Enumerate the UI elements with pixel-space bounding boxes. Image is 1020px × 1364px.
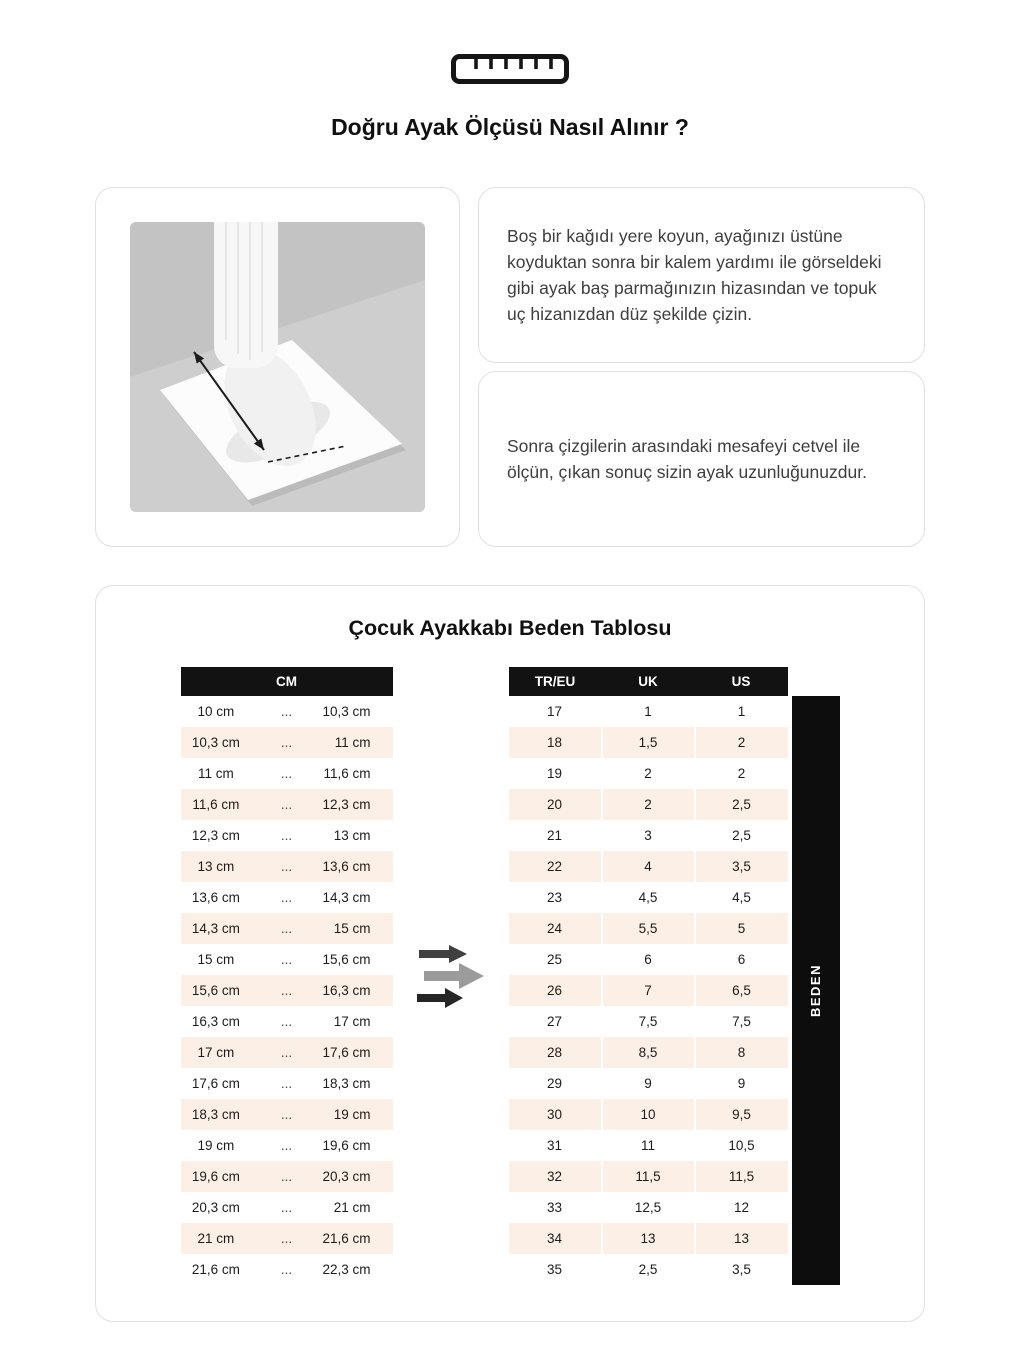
us-size-value: 2 (695, 727, 788, 758)
eu-size-value: 27 (546, 1014, 563, 1029)
uk-header-cell: UK (602, 667, 695, 696)
uk-size-value: 6 (602, 944, 695, 975)
us-size-value: 1 (695, 696, 788, 727)
cm-table-row (181, 975, 393, 1006)
range-dots: ... (280, 952, 293, 967)
uk-size-value: 9 (602, 1068, 695, 1099)
instruction-step-2-text: Sonra çizgilerin arasındaki mesafeyi cetvel ile ölçün, çıkan sonuç sizin ayak uzunluğunuzdur. (507, 436, 867, 482)
cm-max-value: 19,6 cm (322, 1138, 371, 1153)
uk-size-value: 5,5 (602, 913, 695, 944)
us-size-value: 6,5 (695, 975, 788, 1006)
cm-min-value: 10 cm (197, 704, 235, 719)
cm-max-value: 13,6 cm (322, 859, 371, 874)
cm-max-value: 19 cm (333, 1107, 371, 1122)
intl-table-header-row (509, 667, 788, 696)
intl-table-row (509, 975, 788, 1006)
us-size-value: 7,5 (695, 1006, 788, 1037)
range-dots: ... (280, 1262, 293, 1277)
range-dots: ... (280, 1076, 293, 1091)
cm-table-row (181, 882, 393, 913)
cm-max-value: 13 cm (333, 828, 371, 843)
cm-min-value: 16,3 cm (191, 1014, 240, 1029)
cm-max-value: 17,6 cm (322, 1045, 371, 1060)
cm-min-value: 21,6 cm (191, 1262, 240, 1277)
instruction-cards (478, 187, 925, 547)
uk-size-value: 10 (602, 1099, 695, 1130)
eu-size-value: 31 (546, 1138, 563, 1153)
cm-table-row (181, 851, 393, 882)
cm-min-value: 15 cm (197, 952, 235, 967)
range-dots: ... (280, 1045, 293, 1060)
eu-size-value: 25 (546, 952, 563, 967)
cm-min-value: 11,6 cm (192, 797, 240, 812)
us-size-value: 2 (695, 758, 788, 789)
size-table-title: Çocuk Ayakkabı Beden Tablosu (348, 616, 672, 640)
measurement-photo-card (95, 187, 460, 547)
us-size-value: 10,5 (695, 1130, 788, 1161)
cm-table-row (181, 1254, 393, 1285)
cm-max-value: 11 cm (334, 735, 371, 750)
eu-size-value: 28 (546, 1045, 563, 1060)
uk-size-value: 11 (602, 1130, 695, 1161)
intl-table-row (509, 1068, 788, 1099)
instruction-step-2-card (478, 371, 925, 547)
cm-max-value: 10,3 cm (322, 704, 371, 719)
size-tables (96, 667, 924, 1285)
range-dots: ... (280, 1138, 293, 1153)
beden-side-bar (792, 696, 840, 1285)
cm-table-row (181, 913, 393, 944)
intl-table-row (509, 696, 788, 727)
size-table-card (95, 585, 925, 1322)
us-size-value: 4,5 (695, 882, 788, 913)
eu-size-value: 24 (546, 921, 563, 936)
eu-size-value: 20 (546, 797, 563, 812)
eu-size-value: 26 (546, 983, 563, 998)
us-header-cell: US (695, 667, 788, 696)
range-dots: ... (280, 735, 293, 750)
us-size-value: 9 (695, 1068, 788, 1099)
cm-max-value: 21 cm (333, 1200, 371, 1215)
cm-table-row (181, 1223, 393, 1254)
eu-size-value: 17 (546, 704, 563, 719)
eu-size-value: 21 (546, 828, 563, 843)
eu-size-value: 35 (546, 1262, 563, 1277)
intl-table-row (509, 789, 788, 820)
cm-min-value: 21 cm (197, 1231, 235, 1246)
eu-size-value: 34 (546, 1231, 563, 1246)
range-dots: ... (280, 828, 293, 843)
cm-min-value: 10,3 cm (191, 735, 240, 750)
eu-size-value: 19 (546, 766, 563, 781)
cm-table-row (181, 696, 393, 727)
intl-table-row (509, 820, 788, 851)
cm-table-row (181, 1006, 393, 1037)
cm-min-value: 13,6 cm (191, 890, 240, 905)
uk-size-value: 2,5 (602, 1254, 695, 1285)
cm-max-value: 17 cm (333, 1014, 371, 1029)
uk-size-value: 1 (602, 696, 695, 727)
cm-table-row (181, 758, 393, 789)
cm-min-value: 17 cm (197, 1045, 235, 1060)
range-dots: ... (280, 704, 293, 719)
cm-table-row (181, 727, 393, 758)
us-size-value: 11,5 (695, 1161, 788, 1192)
cm-table-row (181, 789, 393, 820)
intl-table-row (509, 727, 788, 758)
eu-header-cell: TR/EU (509, 667, 602, 696)
uk-size-value: 4,5 (602, 882, 695, 913)
intl-table-row (509, 1192, 788, 1223)
cm-table-row (181, 944, 393, 975)
cm-table-row (181, 1068, 393, 1099)
howto-section (95, 187, 925, 547)
range-dots: ... (280, 1231, 293, 1246)
intl-table-row (509, 1254, 788, 1285)
intl-table-row (509, 1130, 788, 1161)
ruler-icon-wrap (0, 0, 1020, 88)
cm-min-value: 13 cm (197, 859, 235, 874)
us-size-value: 9,5 (695, 1099, 788, 1130)
cm-min-value: 19 cm (197, 1138, 235, 1153)
us-size-value: 8 (695, 1037, 788, 1068)
instruction-step-1-text: Boş bir kağıdı yere koyun, ayağınızı üstüne koyduktan sonra bir kalem yardımı ile görseldeki gibi ayak baş parmağınızın hizasından ve topuk uç hizanızdan düz şekilde çizin. (507, 226, 882, 324)
intl-table-row (509, 944, 788, 975)
intl-table-row (509, 1006, 788, 1037)
cm-max-value: 18,3 cm (322, 1076, 371, 1091)
uk-size-value: 4 (602, 851, 695, 882)
range-dots: ... (280, 890, 293, 905)
eu-size-value: 22 (546, 859, 563, 874)
page-title: Doğru Ayak Ölçüsü Nasıl Alınır ? (331, 114, 689, 140)
uk-size-value: 2 (602, 789, 695, 820)
cm-min-value: 18,3 cm (191, 1107, 240, 1122)
uk-size-value: 13 (602, 1223, 695, 1254)
cm-table-row (181, 1161, 393, 1192)
transfer-arrows-wrap (403, 943, 499, 1009)
range-dots: ... (280, 921, 293, 936)
cm-max-value: 12,3 cm (322, 797, 371, 812)
cm-min-value: 17,6 cm (191, 1076, 240, 1091)
range-dots: ... (280, 1169, 293, 1184)
us-size-value: 3,5 (695, 851, 788, 882)
double-arrow-icon (417, 943, 485, 1009)
us-size-value: 13 (695, 1223, 788, 1254)
cm-min-value: 19,6 cm (191, 1169, 240, 1184)
cm-table-row (181, 820, 393, 851)
cm-min-value: 12,3 cm (191, 828, 240, 843)
uk-size-value: 12,5 (602, 1192, 695, 1223)
intl-table-group (509, 667, 840, 1285)
ruler-icon (449, 48, 571, 88)
range-dots: ... (280, 1014, 293, 1029)
range-dots: ... (280, 766, 293, 781)
intl-table-row (509, 882, 788, 913)
intl-table-row (509, 758, 788, 789)
cm-table-header: CM (181, 667, 393, 696)
intl-table-row (509, 913, 788, 944)
intl-table-row (509, 1161, 788, 1192)
intl-table-row (509, 1223, 788, 1254)
foot-measurement-photo (130, 222, 425, 512)
cm-max-value: 11,6 cm (323, 766, 371, 781)
cm-table-row (181, 1099, 393, 1130)
range-dots: ... (280, 797, 293, 812)
us-size-value: 3,5 (695, 1254, 788, 1285)
cm-table-row (181, 1130, 393, 1161)
uk-size-value: 11,5 (602, 1161, 695, 1192)
cm-min-value: 20,3 cm (191, 1200, 240, 1215)
cm-max-value: 20,3 cm (322, 1169, 371, 1184)
intl-table-row (509, 851, 788, 882)
us-size-value: 12 (695, 1192, 788, 1223)
cm-min-value: 11 cm (197, 766, 234, 781)
cm-max-value: 15 cm (333, 921, 371, 936)
eu-size-value: 18 (546, 735, 563, 750)
intl-table-row (509, 1099, 788, 1130)
uk-size-value: 1,5 (602, 727, 695, 758)
eu-size-value: 30 (546, 1107, 563, 1122)
cm-min-value: 15,6 cm (191, 983, 240, 998)
us-size-value: 2,5 (695, 789, 788, 820)
cm-max-value: 16,3 cm (322, 983, 371, 998)
cm-table-row (181, 1192, 393, 1223)
uk-size-value: 2 (602, 758, 695, 789)
range-dots: ... (280, 1200, 293, 1215)
uk-size-value: 7,5 (602, 1006, 695, 1037)
cm-max-value: 14,3 cm (322, 890, 371, 905)
uk-size-value: 8,5 (602, 1037, 695, 1068)
us-size-value: 2,5 (695, 820, 788, 851)
intl-table-row (509, 1037, 788, 1068)
us-size-value: 6 (695, 944, 788, 975)
uk-size-value: 3 (602, 820, 695, 851)
range-dots: ... (280, 1107, 293, 1122)
range-dots: ... (280, 983, 293, 998)
cm-table-row (181, 1037, 393, 1068)
cm-table-header-row (181, 667, 393, 696)
cm-table (181, 667, 393, 1285)
eu-size-value: 33 (546, 1200, 563, 1215)
eu-size-value: 32 (546, 1169, 563, 1184)
eu-size-value: 23 (546, 890, 563, 905)
cm-max-value: 15,6 cm (322, 952, 371, 967)
beden-label: BEDEN (808, 963, 823, 1017)
range-dots: ... (280, 859, 293, 874)
us-size-value: 5 (695, 913, 788, 944)
eu-size-value: 29 (546, 1076, 563, 1091)
cm-max-value: 22,3 cm (322, 1262, 371, 1277)
uk-size-value: 7 (602, 975, 695, 1006)
intl-size-table (509, 667, 788, 1285)
cm-min-value: 14,3 cm (191, 921, 240, 936)
cm-max-value: 21,6 cm (322, 1231, 371, 1246)
instruction-step-1-card (478, 187, 925, 363)
